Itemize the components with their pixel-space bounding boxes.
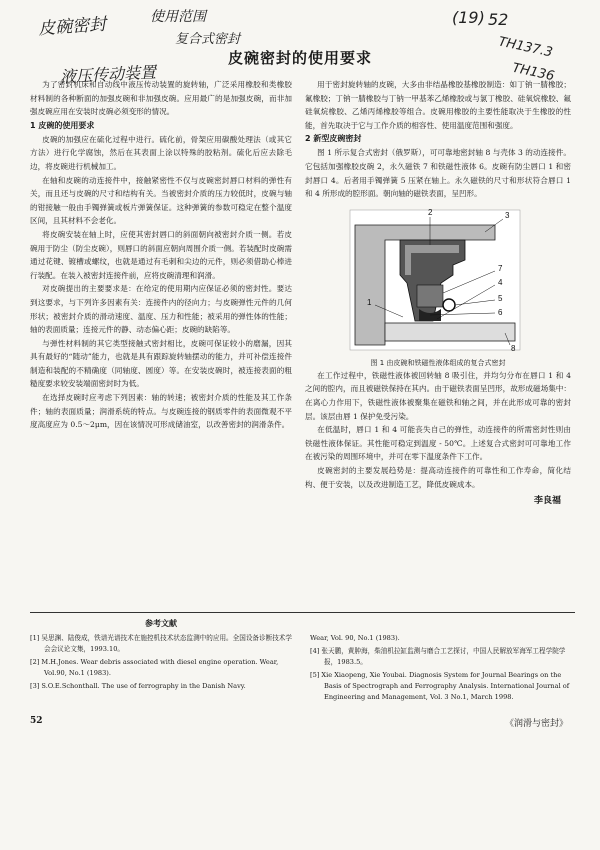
label-8: 8 [511, 343, 516, 353]
label-2: 2 [428, 207, 433, 217]
handwritten-note-5: (19) [452, 8, 485, 27]
reference-item: [4] 张天鹏，黄肿海，柴油机拉缸监测与磨合工艺探讨，中国人民解放军海军工程学院学报，1983.5。 [310, 647, 566, 666]
reference-item: [2] M.H.Jones. Wear debris associated with diesel engine operation. Wear, Vol.90, No.1 (1983). [30, 658, 279, 677]
handwritten-note-6: 52 [488, 10, 509, 29]
section-heading: 1 皮碗的使用要求 [30, 120, 95, 130]
author-name: 李良福 [533, 496, 561, 507]
handwritten-note-3: 复合式密封 [175, 32, 241, 47]
article-title: 皮碗密封的使用要求 [227, 49, 372, 67]
paragraph: 为了密封机床和自动线中液压传动装置的旋转轴，广泛采用橡胶和类橡胶材料制的各种断面的加强皮碗和非加强皮碗。应用最广的是加强皮碗，而非加强皮碗应用在安装时皮碗必须变形的情况。 [30, 80, 292, 117]
label-1: 1 [367, 297, 372, 307]
paragraph: 用于密封旋转轴的皮碗，大多由非结晶橡胶基橡胶制造：如丁钠一腈橡胶；氟橡胶；丁钠一腈橡胶与丁钠一甲基苯乙烯橡胶或与氯丁橡胶、硅氧烷橡胶、氟硅氧烷橡胶、乙烯丙烯橡胶等组合。皮碗用橡胶的主要性能取决于生橡胶的性能，首先取决于它与工作介质的相容性、使用温度范围和强度。 [305, 80, 571, 130]
figure-caption: 图 1 由皮碗和铁磁性液体组成的复合式密封 [370, 358, 506, 367]
section-heading: 2 新型皮碗密封 [305, 134, 362, 144]
label-4: 4 [498, 277, 503, 287]
label-6: 6 [498, 307, 503, 317]
reference-item: [1] 吴思渊、陆俊成，铁谱光谱技术在施控机技术状态监测中的应用。全国设备诊断技术学会会议论文集，1993.10。 [30, 634, 292, 653]
reference-item: [5] Xie Xiaopeng, Xie Youbai. Diagnosis System for Journal Bearings on the Basis of Spectrograph and Ferrography Analysis. International Journal of Engineering and Management, Vol. 3 No.1, March 1998. [310, 671, 570, 701]
references-left [30, 633, 295, 705]
composite-seal-diagram [345, 205, 525, 355]
paragraph: 将皮碗安装在轴上时，应使其密封唇口的斜面朝向被密封介质一侧。若皮碗用于防尘（防尘皮碗），则唇口的斜面应朝向周围介质一侧。若装配时皮碗需通过花键、镀槽或螺纹，也就是通过有毛刺和尖边的元件，则必须借助心棒进行装配。在装入被密封连接件前，应将皮碗清理和润滑。 [30, 229, 292, 280]
paragraph: 在工作过程中，铁磁性液体被回转轴 8 吸引住，并均匀分布在唇口 1 和 4 之间的腔内，而且被磁铁保持在其内。由于磁铁表面呈凹形，故形成磁场集中：在离心力作用下，铁磁性液体被聚集在磁铁和轴之间，并在此形成可靠的密封层。该层由唇 1 保护免受污染。 [305, 370, 571, 421]
paragraph: 皮碗的加强应在硫化过程中进行。硫化前，骨架应用碳酸处理法（或其它方法）进行化学腐蚀，然后在其表面上涂以特殊的胶粘剂。硫化后应去除毛边，将皮碗进行机械加工。 [30, 134, 292, 171]
label-7: 7 [498, 263, 503, 273]
right-column [305, 78, 571, 509]
reference-item: Wear, Vol. 90, No.1 (1983). [310, 634, 400, 642]
references [30, 618, 575, 705]
paragraph: 图 1 所示复合式密封（俄罗斯），可可靠地密封轴 8 与壳体 3 的动连接件。它包括加强橡胶皮碗 2，永久磁铁 7 和铁磁性液体 6。皮碗有防尘唇口 1 和密封唇口 4。后者用手镯弹簧 5 压紧在轴上。永久磁铁的尺寸和形状符合唇口 1 和 4 所形成的腔形面。朝向轴的磁铁表面，呈凹形。 [305, 148, 571, 199]
figure-1 [305, 205, 571, 355]
references-heading: 参考文献 [145, 619, 177, 628]
page-number: 52 [30, 716, 43, 726]
paragraph: 皮碗密封的主要发展趋势是：提高动连接件的可靠性和工作寿命，简化结构、便于安装，以及改进制造工艺，降低皮碗成本。 [305, 465, 571, 489]
handwritten-note-2: 使用范围 [150, 9, 206, 25]
reference-item: [3] S.O.E.Schonthall. The use of ferrography in the Danish Navy. [30, 682, 246, 690]
handwritten-note-4: 液压传动装置 [59, 62, 157, 87]
label-5: 5 [498, 293, 503, 303]
handwritten-note-8: TH136 [510, 60, 556, 85]
paragraph: 与弹性材料制的其它类型接触式密封相比，皮碗可保证较小的磨漏，因其具有最好的“随动”能力，也就是具有跟踪旋转轴摆动的能力，并可补偿连接件制造和装配的不精确度（同轴度、圆度）等。在安装皮碗时，被连接表面的粗糙度要求较安装端面密封时为低。 [30, 338, 292, 389]
paragraph: 在轴和皮碗的动连接件中，接触紧密性不仅与皮碗密封唇口材料的弹性有关，而且还与皮碗的尺寸和结构有关。当被密封介质的压力较低时，皮碗与轴的钳接触一般由手镯弹簧或板片弹簧保证。这种弹簧的参数可稳定在整个温度区间，且其材料不会老化。 [30, 175, 292, 226]
references-divider [30, 612, 575, 613]
references-right [310, 633, 575, 705]
left-column [30, 78, 292, 432]
handwritten-note-1: 皮碗密封 [37, 14, 107, 40]
label-3: 3 [505, 210, 510, 220]
paragraph: 在选择皮碗时应考虑下列因素：轴的转速；被密封介质的性能及其工作条件；轴的表面质量；润滑系统的特点。与皮碗连接的钢质零件的表面微观不平度高度应为 0.5～2μm，因在该情况可形成储油室，以改善密封的润滑条件。 [30, 393, 292, 430]
handwritten-note-7: TH137.3 [497, 34, 554, 61]
paragraph: 对皮碗提出的主要要求是：在给定的使用期内应保证必须的密封性。要达到这要求，与下列许多因素有关：连接件内的径向力；与皮碗弹性元件的几何形状；被密封介质的滑动速度、温度、压力和性能；被采用的弹性体的性能；轴的表面质量；连接元件的静、动态偏心距；皮碗的缺陷等。 [30, 284, 292, 335]
journal-name: 《润滑与密封》 [504, 719, 568, 729]
paragraph: 在低温时，唇口 1 和 4 可能丧失自己的弹性，动连接件的所需密封性则由铁磁性液体保证。其性能可稳定到温度 - 50℃。上述复合式密封可可靠地工作在被污染的周围环境中，并可在零下温度条件下工作。 [305, 425, 571, 462]
